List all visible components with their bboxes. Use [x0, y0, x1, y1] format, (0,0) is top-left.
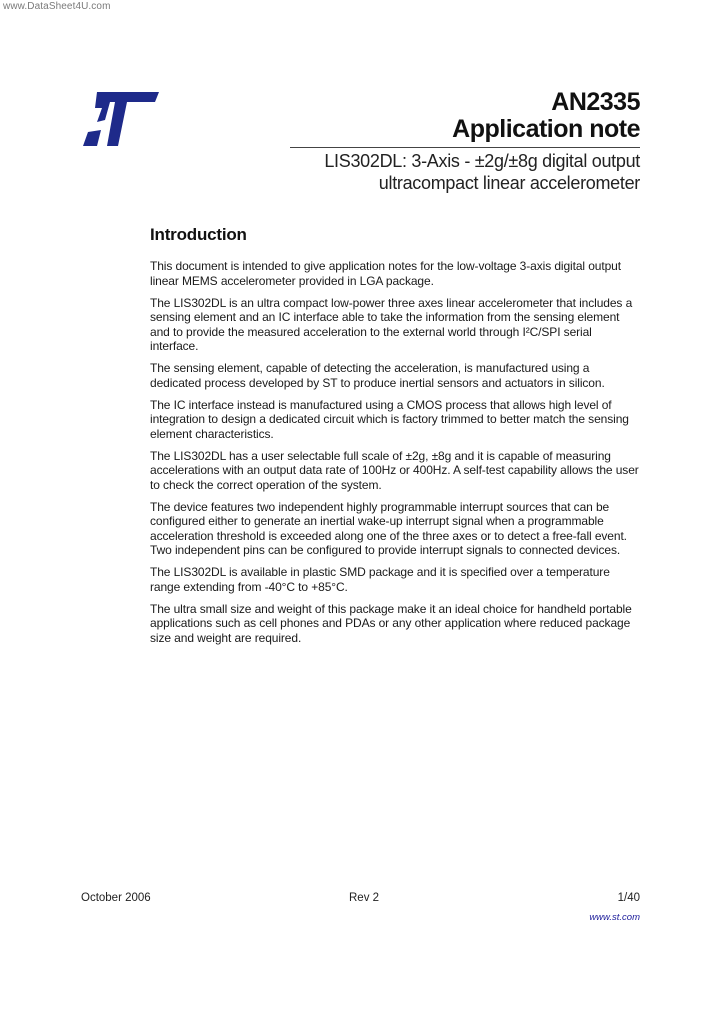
st-logo-shape [83, 92, 159, 146]
paragraph: This document is intended to give application notes for the low-voltage 3-axis digital output linear MEMS accelerometer provided in LGA package. [150, 259, 621, 288]
paragraph: The LIS302DL is an ultra compact low-power three axes linear accelerometer that includes a sensing element and an IC interface able to take the information from the sensing element and to provide the measured acceleration to the external world through I²C/SPI serial interface. [150, 295, 633, 353]
paragraph: The ultra small size and weight of this package make it an ideal choice for handheld portable applications such as cell phones and PDAs or any other application where reduced package size and weight are required. [150, 601, 632, 645]
paragraph: The sensing element, capable of detecting the acceleration, is manufactured using a dedicated process developed by ST to produce inertial sensors and actuators in silicon. [150, 361, 605, 390]
footer-revision: Rev 2 [349, 892, 380, 904]
paragraph: The LIS302DL has a user selectable full scale of ±2g, ±8g and it is capable of measuring accelerations with an output data rate of 100Hz or 400Hz. A self-test capability allows the user to check the correct operation of the system. [150, 448, 639, 492]
document-type: Application note [452, 115, 640, 143]
paragraph: The LIS302DL is available in plastic SMD package and it is specified over a temperature range extending from -40°C to +85°C. [150, 565, 610, 594]
document-subtitle [324, 150, 640, 194]
title-divider [290, 147, 640, 148]
watermark-text: www.DataSheet4U.com [3, 1, 111, 12]
footer-date: October 2006 [81, 892, 151, 904]
subtitle-line-1: LIS302DL: 3-Axis - ±2g/±8g digital output [324, 151, 640, 171]
st-logo-icon [83, 92, 159, 146]
paragraph: The device features two independent highly programmable interrupt sources that can be configured either to generate an inertial wake-up interrupt signal when a programmable acceleration threshold is exceeded along one of the three axes or to detect a free-fall event. Two independent pins can be configured to provide interrupt signals to connected devices. [150, 499, 627, 557]
document-number: AN2335 [551, 88, 640, 116]
section-heading: Introduction [150, 225, 247, 244]
introduction-section [150, 225, 642, 653]
footer-website-link[interactable]: www.st.com [589, 912, 640, 923]
paragraph: The IC interface instead is manufactured using a CMOS process that allows high level of integration to design a dedicated circuit which is factory trimmed to better match the sensing element characteristics. [150, 397, 629, 441]
footer-page-number: 1/40 [617, 892, 640, 904]
subtitle-line-2: ultracompact linear accelerometer [378, 173, 640, 193]
